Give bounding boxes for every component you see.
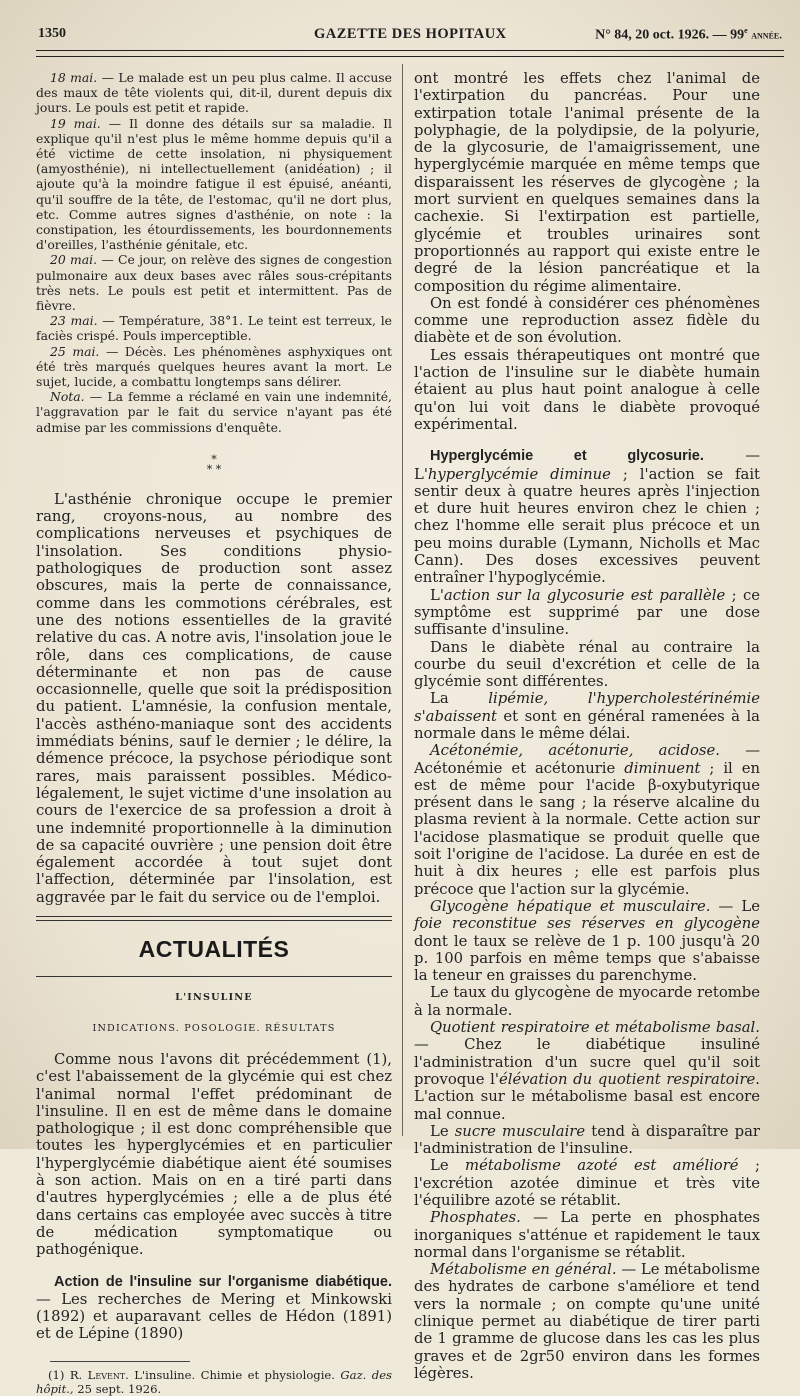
paragraph: Acétonémie, acétonurie, acidose. — Acétonémie et acétonurie diminuent ; il en est de même pour l'acide β-oxybutyrique présent dans le sang ; la réserve alcaline du plasma revient à la normale. Cette action sur l'acidose plasmatique se produit quelle que soit l'origine de l'acidose. La durée en est de huit à dix heures ; elle est parfois plus précoce que l'action sur la glycémie. bbox=[414, 742, 760, 898]
title-rule bbox=[36, 976, 392, 977]
case-note: 18 mai. — Le malade est un peu plus calme. Il accuse des maux de tête violents qui, dit-il, durent depuis dix jours. Le pouls est petit et rapide. bbox=[36, 70, 392, 116]
case-note: 19 mai. — Il donne des détails sur sa maladie. Il explique qu'il n'est plus le même homme depuis qu'il a été victime de cette insolation, ni physiquement (amyosthénie), ni intellectuellement (anidéation) ; il ajoute qu'à la moindre fatigue il est épuisé, anéanti, qu'il souffre de la tête, de l'estomac, qu'il ne dort plus, etc. Comme autres signes d'asthénie, on note : la constipation, les étourdissements, les bourdonnements d'oreilles, l'asthénie génitale, etc. bbox=[36, 115, 393, 253]
case-note: 23 mai. — Température, 38°1. Le teint est terreux, le faciès crispé. Pouls imperceptible. bbox=[36, 313, 392, 344]
case-note: 25 mai. — Décès. Les phénomènes asphyxiques ont été très marqués quelques heures avant la mort. Le sujet, lucide, a combattu longtemps sans délirer. bbox=[36, 343, 392, 390]
paragraph: La lipémie, l'hypercholestérinémie s'abaissent et sont en général ramenées à la normale dans le même délai. bbox=[414, 690, 760, 742]
footnote-rule bbox=[50, 1361, 190, 1362]
paragraph: Les essais thérapeutiques ont montré que l'action de l'insuline sur le diabète humain étaient au plus haut point analogue à celle qu'on lui voit dans le diabète provoqué expérimental. bbox=[414, 346, 760, 433]
right-column bbox=[414, 70, 760, 1382]
page-number: 1350 bbox=[38, 26, 66, 41]
column-divider bbox=[402, 64, 403, 1136]
left-column bbox=[36, 70, 392, 1396]
article-subtitle: INDICATIONS. POSOLOGIE. RÉSULTATS bbox=[92, 1023, 336, 1034]
paragraph: L'action sur la glycosurie est parallèle ; ce symptôme est supprimé par une dose suffisante d'insuline. bbox=[414, 586, 761, 639]
section-stars: * * * bbox=[206, 452, 222, 476]
section-rule bbox=[36, 916, 392, 921]
paragraph: Glycogène hépatique et musculaire. — Le foie reconstitue ses réserves en glycogène dont le taux se relève de 1 p. 100 jusqu'à 20 p. 100 parfois en même temps que s'abaisse la teneur en graisses du parenchyme. bbox=[414, 897, 760, 985]
header-rule bbox=[36, 50, 784, 57]
paragraph: ont montré les effets chez l'animal de l'extirpation du pancréas. Pour une extirpation totale l'animal présente de la polyphagie, de la polydipsie, de la polyurie, de la glycosurie, de l'amaigrissement, une hyperglycémie marquée en même temps que disparaissent les réserves de glycogène ; la mort survient en quelques semaines dans la cachexie. Si l'extirpation est partielle, glycémie et troubles urinaires sont proportionnés au rapport qui existe entre le degré de la lésion pancréatique et la composition du régime alimentaire. bbox=[414, 70, 760, 295]
case-notes bbox=[36, 70, 392, 435]
paragraph: Hyperglycémie et glycosurie. — L'hyperglycémie diminue ; l'action se fait sentir deux à quatre heures après l'injection et dure huit heures environ chez le chien ; chez l'homme elle serait plus précoce et un peu moins durable (Lymann, Nicholls et Mac Cann). Des doses excessives peuvent entraîner l'hypoglycémie. bbox=[414, 447, 761, 587]
asthenia-paragraph: L'asthénie chronique occupe le premier rang, croyons-nous, au nombre des complications nerveuses et psychiques de l'insolation. Ses conditions physio-pathologiques de production sont assez obscures, mais la perte de connaissance, comme dans les commotions cérébrales, est une des notions essentielles de la gravité relative du cas. A notre avis, l'insolation joue le rôle, dans ces complications, de cause déterminante et non pas de cause occasionnelle, quelle que soit la prédisposition du patient. L'amnésie, la confusion mentale, l'accès asthéno-maniaque sont des accidents immédiats bénins, sauf le dernier ; le délire, la démence précoce, la psychose périodique sont rares, mais paraissent possibles. Médico-légalement, le sujet victime d'une insolation au cours de l'exercice de sa profession a droit à une indemnité proportionnelle à la diminution de sa capacité ouvrière ; une pension doit être également accordée à tout sujet dont l'affection, déterminée par l'insolation, est aggravée par le fait du service ou de l'emploi. bbox=[36, 490, 392, 906]
issue-info: N° 84, 20 oct. 1926. — 99e année. bbox=[595, 26, 782, 43]
section-title: ACTUALITÉS bbox=[138, 936, 290, 962]
paragraph: Le métabolisme azoté est amélioré ; l'excrétion azotée diminue et très vite l'équilibre azoté se rétablit. bbox=[414, 1157, 760, 1209]
case-note: Nota. — La femme a réclamé en vain une indemnité, l'aggravation par le fait du service n'ayant pas été admise par les commissions d'enquête. bbox=[36, 389, 392, 435]
paragraph: Métabolisme en général. — Le métabolisme des hydrates de carbone s'améliore et tend vers la normale ; on compte qu'une unité clinique permet au diabétique de tirer parti de 1 gramme de glucose dans les cas les plus graves et de 2gr50 environ dans les formes légères. bbox=[414, 1261, 760, 1382]
paragraph: Phosphates. — La perte en phosphates inorganiques s'atténue et rapidement le taux normal dans l'organisme se rétablit. bbox=[414, 1209, 760, 1261]
insulin-intro: Comme nous l'avons dit précédemment (1), c'est l'abaissement de la glycémie qui est chez l'animal normal l'effet prédominant de l'insuline. Il en est de même dans le domaine pathologique ; il est donc compréhensible que toutes les hyperglycémies et en particulier l'hyperglycémie diabétique aient été soumises à son action. Mais on en a tiré parti dans d'autres hyperglycémies ; elle a de plus été dans certains cas employée avec succès à titre de médication symptomatique ou pathogénique. Action de l'insuline sur l'organisme diabétique. — Les recherches de Mering et Minkowski (1892) et auparavant celles de Hédon (1891) et de Lépine (1890) bbox=[36, 1051, 392, 1343]
case-note: 20 mai. — Ce jour, on relève des signes de congestion pulmonaire aux deux bases avec râles sous-crépitants très nets. Le pouls est petit et intermittent. Pas de fièvre. bbox=[36, 252, 392, 314]
paragraph: Le taux du glycogène de myocarde retombe à la normale. bbox=[414, 984, 760, 1019]
action-paragraph: Action de l'insuline sur l'organisme diabétique. — Les recherches de Mering et Minkowski (1892) et auparavant celles de Hédon (1891) et de Lépine (1890) bbox=[36, 1273, 392, 1343]
paragraph: Dans le diabète rénal au contraire la courbe du seuil d'excrétion et celle de la glycémie sont différentes. bbox=[414, 638, 760, 691]
paragraph: On est fondé à considérer ces phénomènes comme une reproduction assez fidèle du diabète et de son évolution. bbox=[414, 294, 760, 347]
footnote: (1) R. Levent. L'insuline. Chimie et physiologie. Gaz. des hôpit., 25 sept. 1926. bbox=[36, 1367, 393, 1396]
journal-title: GAZETTE DES HOPITAUX bbox=[314, 26, 507, 42]
article-title: L'INSULINE bbox=[175, 992, 253, 1003]
paragraph: Quotient respiratoire et métabolisme basal. — Chez le diabétique insuliné l'administration d'un sucre quel qu'il soit provoque l'élévation du quotient respiratoire. L'action sur le métabolisme basal est encore mal connue. bbox=[414, 1019, 760, 1123]
paragraph: Le sucre musculaire tend à disparaître par l'administration de l'insuline. bbox=[414, 1122, 760, 1158]
